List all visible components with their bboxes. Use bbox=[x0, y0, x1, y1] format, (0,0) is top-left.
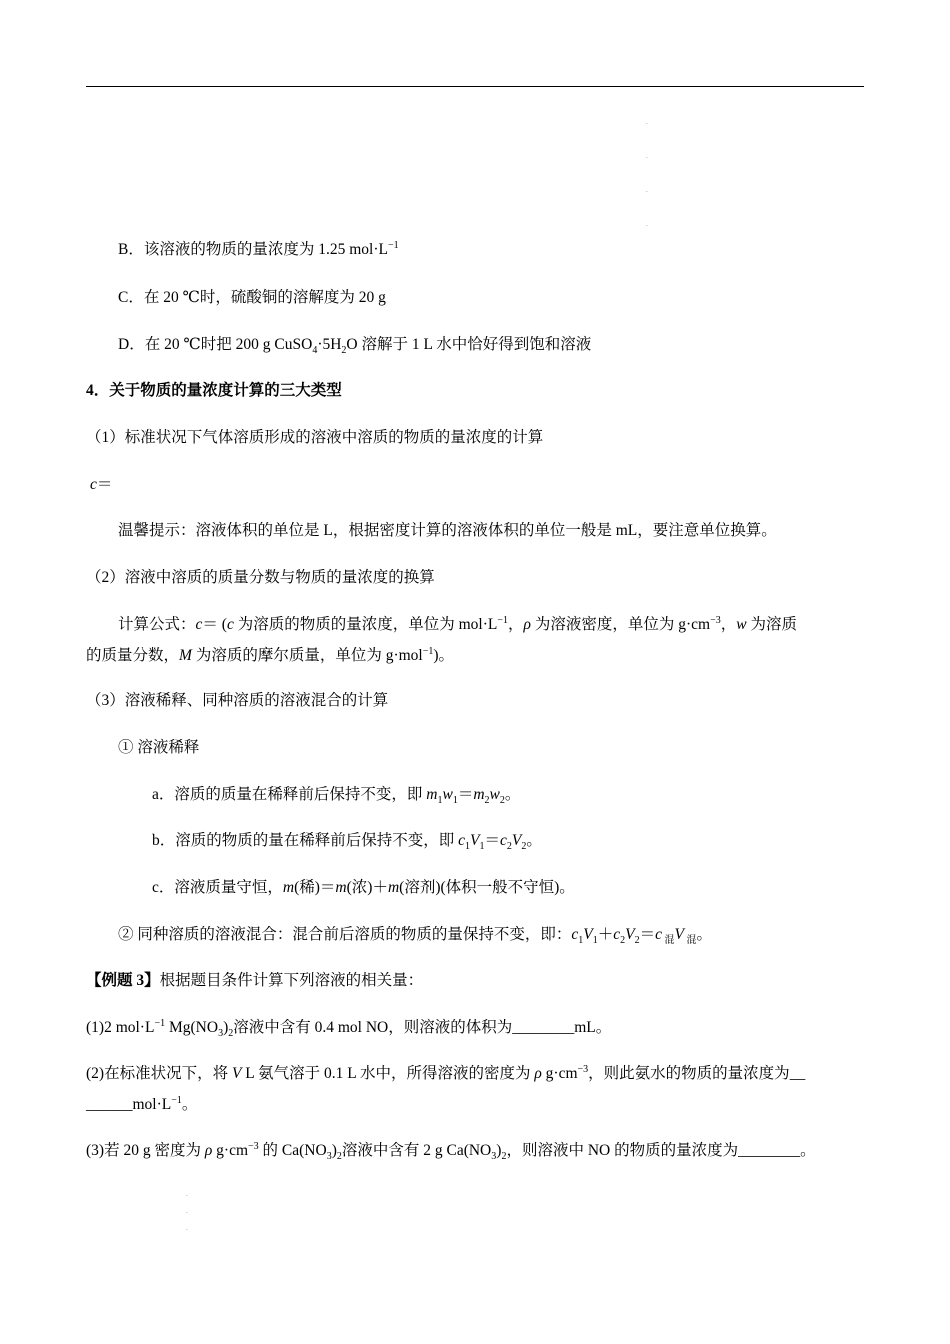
question-2: (2)在标准状况下，将 V L 氨气溶于 0.1 L 水中，所得溶液的密度为 ρ $g\cdot cm^{-3}$，则此氨水的物质的量浓度为__ bbox=[86, 1063, 806, 1082]
dilution-b: b．溶质的物质的量在稀释前后保持不变，即 $c_1V_1=c_2V_2$。 bbox=[152, 832, 542, 853]
question-3: (3)若 20 g 密度为 ρ $g\cdot cm^{-3}$ 的 $Ca(NO_3)_2$溶液中含有 2 g $Ca(NO_3)_2$，则溶液中 NO 的物质的量浓度为________。 bbox=[86, 1140, 816, 1163]
dot-mark: . bbox=[186, 1190, 188, 1198]
dilution-heading: ① 溶液稀释 bbox=[118, 739, 200, 756]
dot-mark: . bbox=[186, 1207, 188, 1215]
header-rule bbox=[86, 86, 864, 87]
answer-blank[interactable]: ________ bbox=[738, 1142, 801, 1159]
dot-mark: . bbox=[186, 1224, 188, 1232]
formula-line-2: 的质量分数，M 为溶质的摩尔质量，单位为 g·mol$^{-1}$)。 bbox=[86, 645, 455, 664]
dot-mark: . bbox=[646, 152, 648, 160]
option-c: C．在 20 ℃时，硫酸铜的溶解度为 20 g bbox=[118, 289, 386, 306]
dot-mark: . bbox=[646, 220, 648, 228]
formula-c: c＝ bbox=[90, 476, 113, 493]
option-b: B．该溶液的物质的量浓度为 1.25 $mol\cdot L^{-1}$ bbox=[118, 239, 399, 258]
answer-blank[interactable]: __ bbox=[789, 1065, 806, 1082]
section-title: 4．关于物质的量浓度计算的三大类型 bbox=[86, 382, 342, 399]
dot-mark: . bbox=[646, 186, 648, 194]
dilution-c: c．溶液质量守恒，m(稀)＝m(浓)＋m(溶剂)(体积一般不守恒)。 bbox=[152, 879, 575, 896]
example-title: 【例题 3】根据题目条件计算下列溶液的相关量： bbox=[86, 972, 424, 989]
answer-blank[interactable]: ________ bbox=[512, 1019, 575, 1036]
formula-line-1: 计算公式：c＝ (c 为溶质的物质的量浓度，单位为 $mol\cdot L^{-1}$，ρ 为溶液密度，单位为 $g\cdot cm^{-3}$，w 为溶质 bbox=[118, 614, 797, 633]
part1-heading: （1）标准状况下气体溶质形成的溶液中溶质的物质的量浓度的计算 bbox=[86, 429, 544, 446]
question-2-cont: $\_\_\_\_\_\_mol\cdot L^{-1}$。 bbox=[86, 1094, 198, 1113]
part3-heading: （3）溶液稀释、同种溶质的溶液混合的计算 bbox=[86, 692, 389, 709]
dot-mark: . bbox=[646, 118, 648, 126]
tip: 温馨提示：溶液体积的单位是 L，根据密度计算的溶液体积的单位一般是 mL，要注意单位换算。 bbox=[118, 522, 777, 539]
question-1: (1)2 $mol\cdot L^{-1}$ $Mg(NO_3)_2$溶液中含有 0.4 mol NO，则溶液的体积为________mL。 bbox=[86, 1017, 612, 1040]
option-d: D．在 20 ℃时把 200 g $CuSO_4\cdot 5H_2O$ 溶解于 1 L 水中恰好得到饱和溶液 bbox=[118, 336, 592, 357]
mixing-rule: ② 同种溶质的溶液混合：混合前后溶质的物质的量保持不变，即：$c_1V_1+c_2V_2=c$ $_混$V $_混$。 bbox=[118, 926, 713, 947]
answer-blank[interactable]: ______ bbox=[86, 1096, 133, 1113]
dilution-a: a．溶质的质量在稀释前后保持不变，即 $m_1w_1=m_2w_2$。 bbox=[152, 786, 521, 807]
part2-heading: （2）溶液中溶质的质量分数与物质的量浓度的换算 bbox=[86, 569, 435, 586]
